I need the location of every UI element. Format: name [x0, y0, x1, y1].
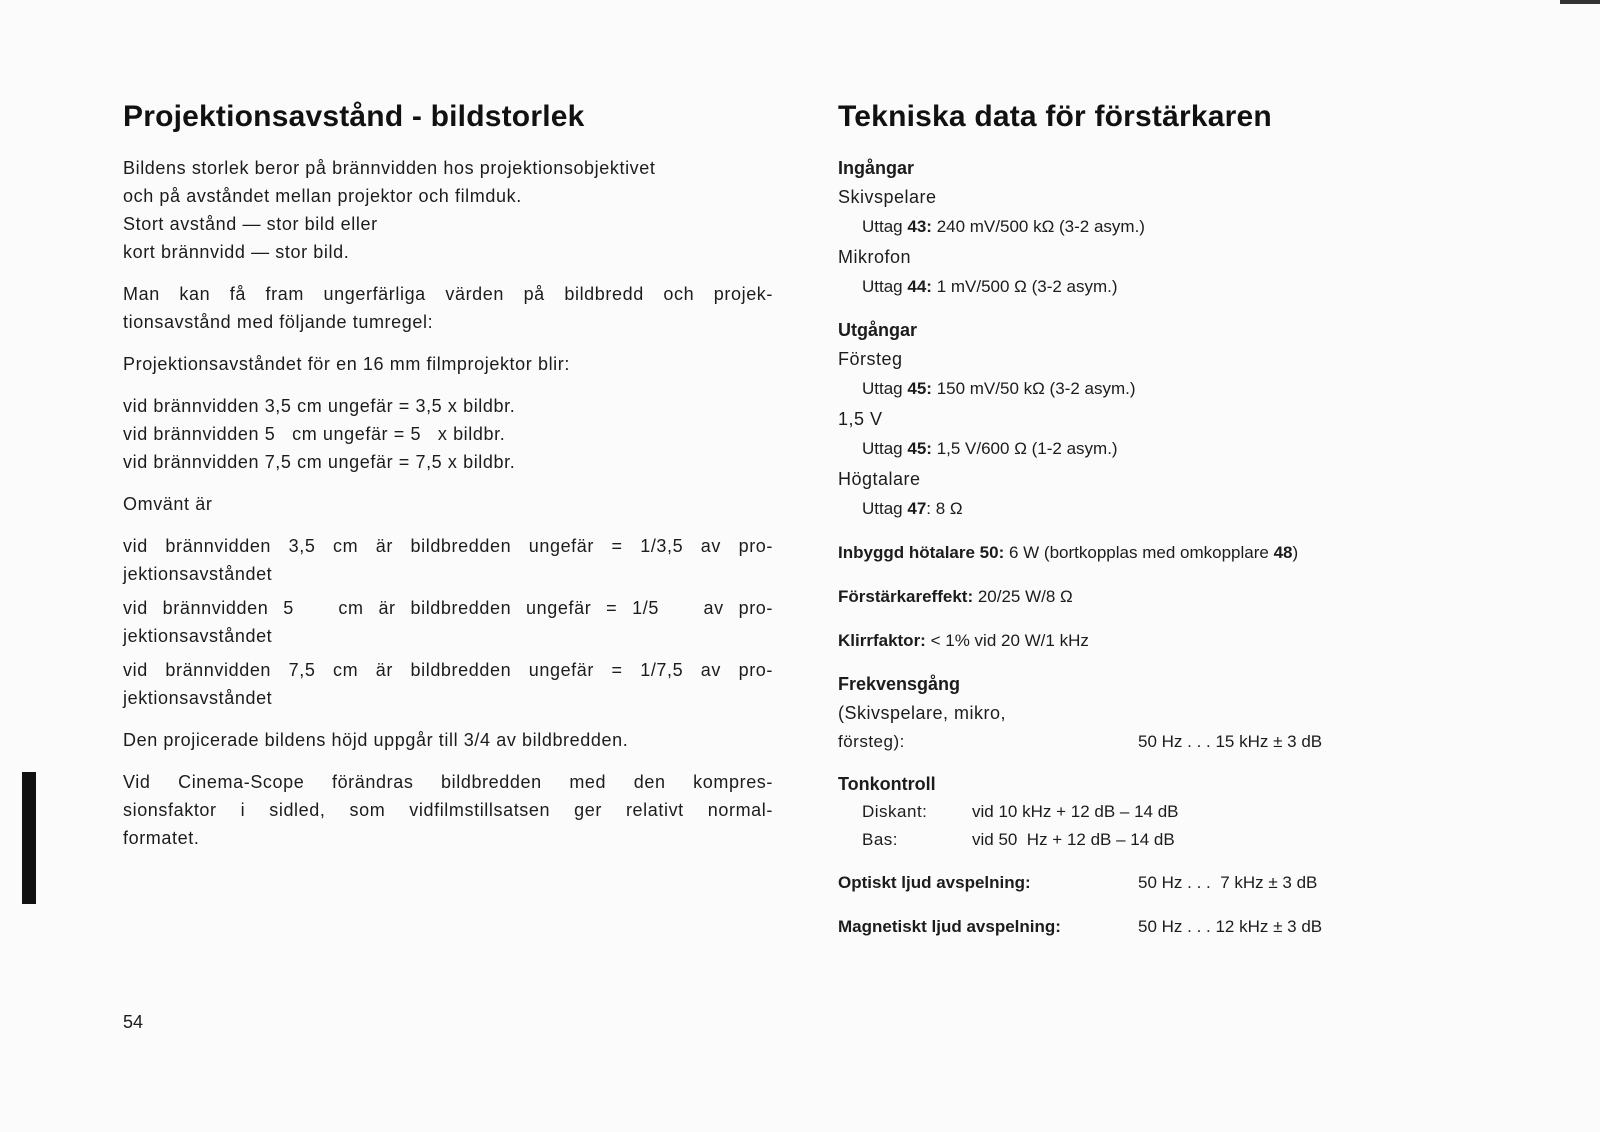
frequency-section — [838, 670, 1558, 756]
spec-value: 6 W (bortkopplas med omkopplare — [1008, 543, 1269, 562]
distortion-row — [838, 626, 1558, 656]
frequency-value: 50 Hz . . . 15 kHz ± 3 dB — [1138, 732, 1323, 751]
right-heading: Tekniska data för förstärkaren — [838, 100, 1272, 133]
output-43 — [862, 212, 1558, 242]
inputs-title: Ingångar — [838, 158, 915, 178]
spec-label: Klirrfaktor: — [838, 631, 926, 650]
frequency-row — [838, 728, 1558, 756]
page-number: 54 — [123, 1012, 144, 1032]
text-line: vid brännvidden 7,5 cm är bildbredden ungefär = 1/7,5 av pro- — [123, 660, 773, 680]
turntable-label: Skivspelare — [838, 187, 937, 207]
output-47 — [862, 494, 1558, 524]
left-column — [123, 100, 773, 866]
socket-value: 1 mV/500 Ω (3-2 asym.) — [936, 277, 1118, 296]
output-45b — [862, 434, 1558, 464]
outputs-title: Utgångar — [838, 320, 918, 340]
builtin-speaker-row — [838, 538, 1558, 568]
socket-label: Uttag — [862, 499, 903, 518]
socket-number: 47 — [907, 499, 927, 518]
right-column — [838, 100, 1558, 956]
text-line: jektionsavståndet — [123, 688, 273, 708]
tone-label: Diskant: — [862, 802, 928, 821]
margin-bar — [22, 772, 36, 904]
distance-rule: vid brännvidden 5 cm ungefär = 5 x bildbr. — [123, 424, 506, 444]
text-line: jektionsavståndet — [123, 626, 273, 646]
output-44 — [862, 272, 1558, 302]
socket-label: Uttag — [862, 277, 903, 296]
socket-value: 240 mV/500 kΩ (3-2 asym.) — [936, 217, 1145, 236]
speaker-label: Högtalare — [838, 469, 921, 489]
cinemascope-paragraph — [123, 768, 773, 852]
socket-label: Uttag — [862, 379, 903, 398]
prestage-label: Försteg — [838, 349, 903, 369]
socket-label: Uttag — [862, 439, 903, 458]
socket-number: 44: — [907, 277, 932, 296]
output-45a — [862, 374, 1558, 404]
amplifier-power-row — [838, 582, 1558, 612]
closing-paren: ) — [1292, 543, 1299, 562]
tone-label: Bas: — [862, 830, 899, 849]
spec-value: 50 Hz . . . 7 kHz ± 3 dB — [1138, 873, 1318, 892]
spec-label: Förstärkareffekt: — [838, 587, 974, 606]
socket-value: : 8 Ω — [926, 499, 963, 518]
text-line: Stort avstånd — stor bild eller — [123, 214, 378, 234]
distance-rules — [123, 392, 773, 476]
socket-value: 150 mV/50 kΩ (3-2 asym.) — [936, 379, 1136, 398]
height-paragraph: Den projicerade bildens höjd uppgår till 3/4 av bildbredden. — [123, 730, 629, 750]
text-line: Bildens storlek beror på brännvidden hos projektionsobjektivet — [123, 158, 656, 178]
text-line: formatet. — [123, 828, 200, 848]
text-line: vid brännvidden 5 cm är bildbredden ungefär = 1/5 av pro- — [123, 598, 773, 618]
text-line: tionsavstånd med följande tumregel: — [123, 312, 434, 332]
tone-title: Tonkontroll — [838, 774, 936, 794]
spec-label: Optiskt ljud avspelning: — [838, 873, 1031, 892]
corner-mark — [1560, 0, 1600, 4]
bass-row — [862, 826, 1558, 854]
text-line: och på avståndet mellan projektor och filmduk. — [123, 186, 522, 206]
tone-value: vid 10 kHz + 12 dB – 14 dB — [972, 802, 1179, 821]
frequency-title: Frekvensgång — [838, 674, 961, 694]
spec-label: Magnetiskt ljud avspelning: — [838, 917, 1061, 936]
treble-row — [862, 798, 1558, 826]
outputs-section — [838, 316, 1558, 524]
text-line: Man kan få fram ungerfärliga värden på bildbredd och projek- — [123, 284, 773, 304]
intro-paragraph — [123, 154, 773, 266]
text-line: jektionsavståndet — [123, 564, 273, 584]
text-line: sionsfaktor i sidled, som vidfilmstillsatsen ger relativt normal- — [123, 800, 773, 820]
distance-rule: vid brännvidden 3,5 cm ungefär = 3,5 x bildbr. — [123, 396, 516, 416]
magnetic-row — [838, 912, 1558, 942]
spec-label: Inbyggd hötalare 50: — [838, 543, 1005, 562]
text-line: Vid Cinema-Scope förändras bildbredden med den kompres- — [123, 772, 773, 792]
inverse-rule — [123, 532, 773, 588]
text-line: kort brännvidd — stor bild. — [123, 242, 350, 262]
rule-intro-paragraph — [123, 280, 773, 336]
tone-section — [838, 770, 1558, 854]
switch-number: 48 — [1273, 543, 1293, 562]
spec-value: < 1% vid 20 W/1 kHz — [930, 631, 1089, 650]
frequency-note: försteg): — [838, 732, 905, 751]
tone-value: vid 50 Hz + 12 dB – 14 dB — [972, 830, 1175, 849]
text-line: vid brännvidden 3,5 cm är bildbredden ungefär = 1/3,5 av pro- — [123, 536, 773, 556]
socket-label: Uttag — [862, 217, 903, 236]
socket-number: 43: — [907, 217, 932, 236]
optical-row — [838, 868, 1558, 898]
socket-value: 1,5 V/600 Ω (1-2 asym.) — [936, 439, 1118, 458]
projector-paragraph: Projektionsavståndet för en 16 mm filmprojektor blir: — [123, 354, 570, 374]
inverse-rule — [123, 594, 773, 650]
microphone-label: Mikrofon — [838, 247, 912, 267]
socket-number: 45: — [907, 379, 932, 398]
socket-number: 45: — [907, 439, 932, 458]
frequency-note: (Skivspelare, mikro, — [838, 703, 1007, 723]
voltage-label: 1,5 V — [838, 409, 883, 429]
inverse-rule — [123, 656, 773, 712]
spec-value: 50 Hz . . . 12 kHz ± 3 dB — [1138, 917, 1323, 936]
distance-rule: vid brännvidden 7,5 cm ungefär = 7,5 x bildbr. — [123, 452, 516, 472]
spec-value: 20/25 W/8 Ω — [977, 587, 1073, 606]
inverse-heading: Omvänt är — [123, 494, 213, 514]
left-heading: Projektionsavstånd - bildstorlek — [123, 100, 585, 133]
inputs-section — [838, 154, 1558, 302]
